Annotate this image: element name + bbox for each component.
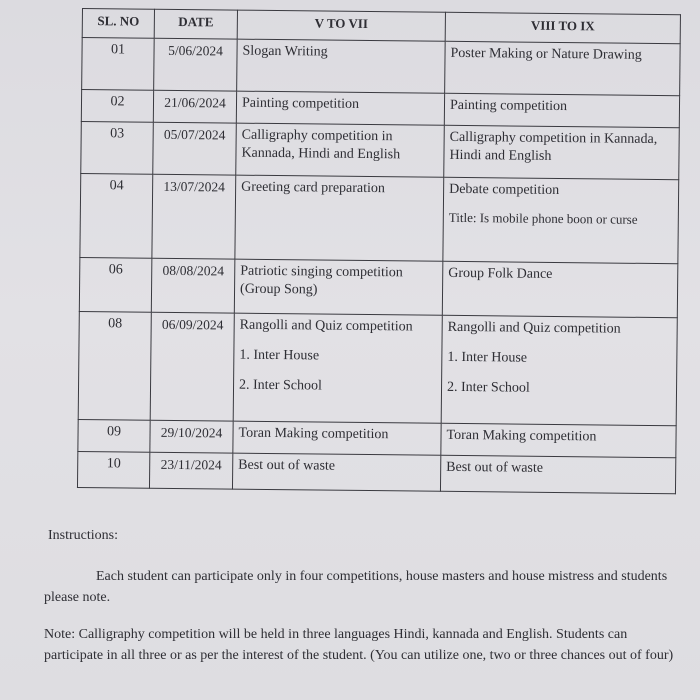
table-row [78, 311, 677, 425]
row-date: 5/06/2024 [154, 38, 238, 91]
row-viii-ix [441, 423, 676, 457]
row-viii-ix [441, 315, 677, 425]
row-v-vii [232, 453, 440, 491]
row-v-vii [236, 123, 445, 177]
sub-item: 1. Inter House [239, 347, 320, 364]
debate-title: Title: Is mobile phone boon or curse [448, 209, 638, 227]
row-viii-ix [444, 125, 680, 179]
instructions-note: Note: Calligraphy competition will be held in three languages Hindi, kannada and English. Students can participate in all three or as per the interest of the student. (You can utilize one, two or three chances out of four) [44, 627, 674, 663]
row-v-vii [236, 91, 444, 125]
activity: Group Folk Dance [448, 265, 553, 282]
row-sl-no: 01 [82, 38, 155, 91]
activity: Greeting card preparation [241, 179, 386, 197]
row-sl-no: 03 [81, 121, 154, 174]
activity: Painting competition [449, 97, 568, 115]
row-sl-no: 02 [81, 90, 153, 123]
row-date: 13/07/2024 [152, 174, 236, 259]
activity: Rangolli and Quiz competition [239, 317, 413, 335]
row-sl-no: 10 [77, 451, 149, 488]
activity: Toran Making competition [446, 427, 597, 445]
header-viii-to-ix: VIII TO IX [445, 12, 680, 43]
row-date: 21/06/2024 [153, 90, 236, 123]
row-viii-ix [443, 177, 679, 263]
row-viii-ix [440, 455, 675, 493]
table-row [79, 257, 678, 317]
row-v-vii [234, 259, 443, 315]
row-v-vii [237, 39, 446, 93]
row-v-vii [233, 313, 442, 423]
row-sl-no: 09 [78, 419, 150, 452]
activity: Patriotic singing competition (Group Song) [239, 263, 403, 298]
activity: Rangolli and Quiz competition [447, 319, 621, 337]
activity: Painting competition [241, 95, 360, 112]
competition-schedule-table [77, 8, 681, 494]
sub-item: 2. Inter School [238, 377, 322, 394]
header-v-to-vii: V TO VII [237, 10, 445, 41]
row-v-vii [235, 175, 444, 261]
activity: Best out of waste [238, 457, 336, 474]
row-viii-ix [444, 93, 679, 127]
row-date: 23/11/2024 [149, 452, 232, 489]
instructions-paragraph-1: Each student can participate only in four competitions, house masters and house mistress and students please note. [44, 569, 668, 605]
activity: Best out of waste [446, 459, 544, 476]
sub-item: 2. Inter School [446, 379, 530, 396]
row-sl-no: 04 [80, 173, 153, 258]
activity: Calligraphy competition in Kannada, Hindi and English [449, 129, 658, 164]
table-row [77, 451, 675, 493]
table-row [81, 121, 680, 179]
activity: Toran Making competition [238, 425, 389, 443]
row-v-vii [233, 421, 441, 455]
row-viii-ix [445, 41, 681, 95]
row-date: 06/09/2024 [150, 312, 234, 421]
activity: Calligraphy competition in Kannada, Hindi and English [241, 127, 401, 163]
sub-item: 1. Inter House [447, 349, 528, 366]
table-row [82, 38, 681, 96]
activity: Debate competition [449, 181, 560, 199]
table-row [80, 173, 679, 263]
row-date: 05/07/2024 [153, 122, 237, 175]
header-sl-no: SL. NO [82, 9, 154, 39]
row-date: 08/08/2024 [151, 258, 235, 313]
activity: Poster Making or Nature Drawing [450, 45, 642, 63]
activity: Slogan Writing [242, 43, 328, 60]
row-sl-no: 06 [79, 257, 152, 312]
row-sl-no: 08 [78, 311, 151, 420]
row-viii-ix [442, 261, 678, 317]
row-date: 29/10/2024 [150, 420, 233, 453]
instructions-heading: Instructions: [48, 528, 118, 543]
header-date: DATE [154, 9, 237, 39]
